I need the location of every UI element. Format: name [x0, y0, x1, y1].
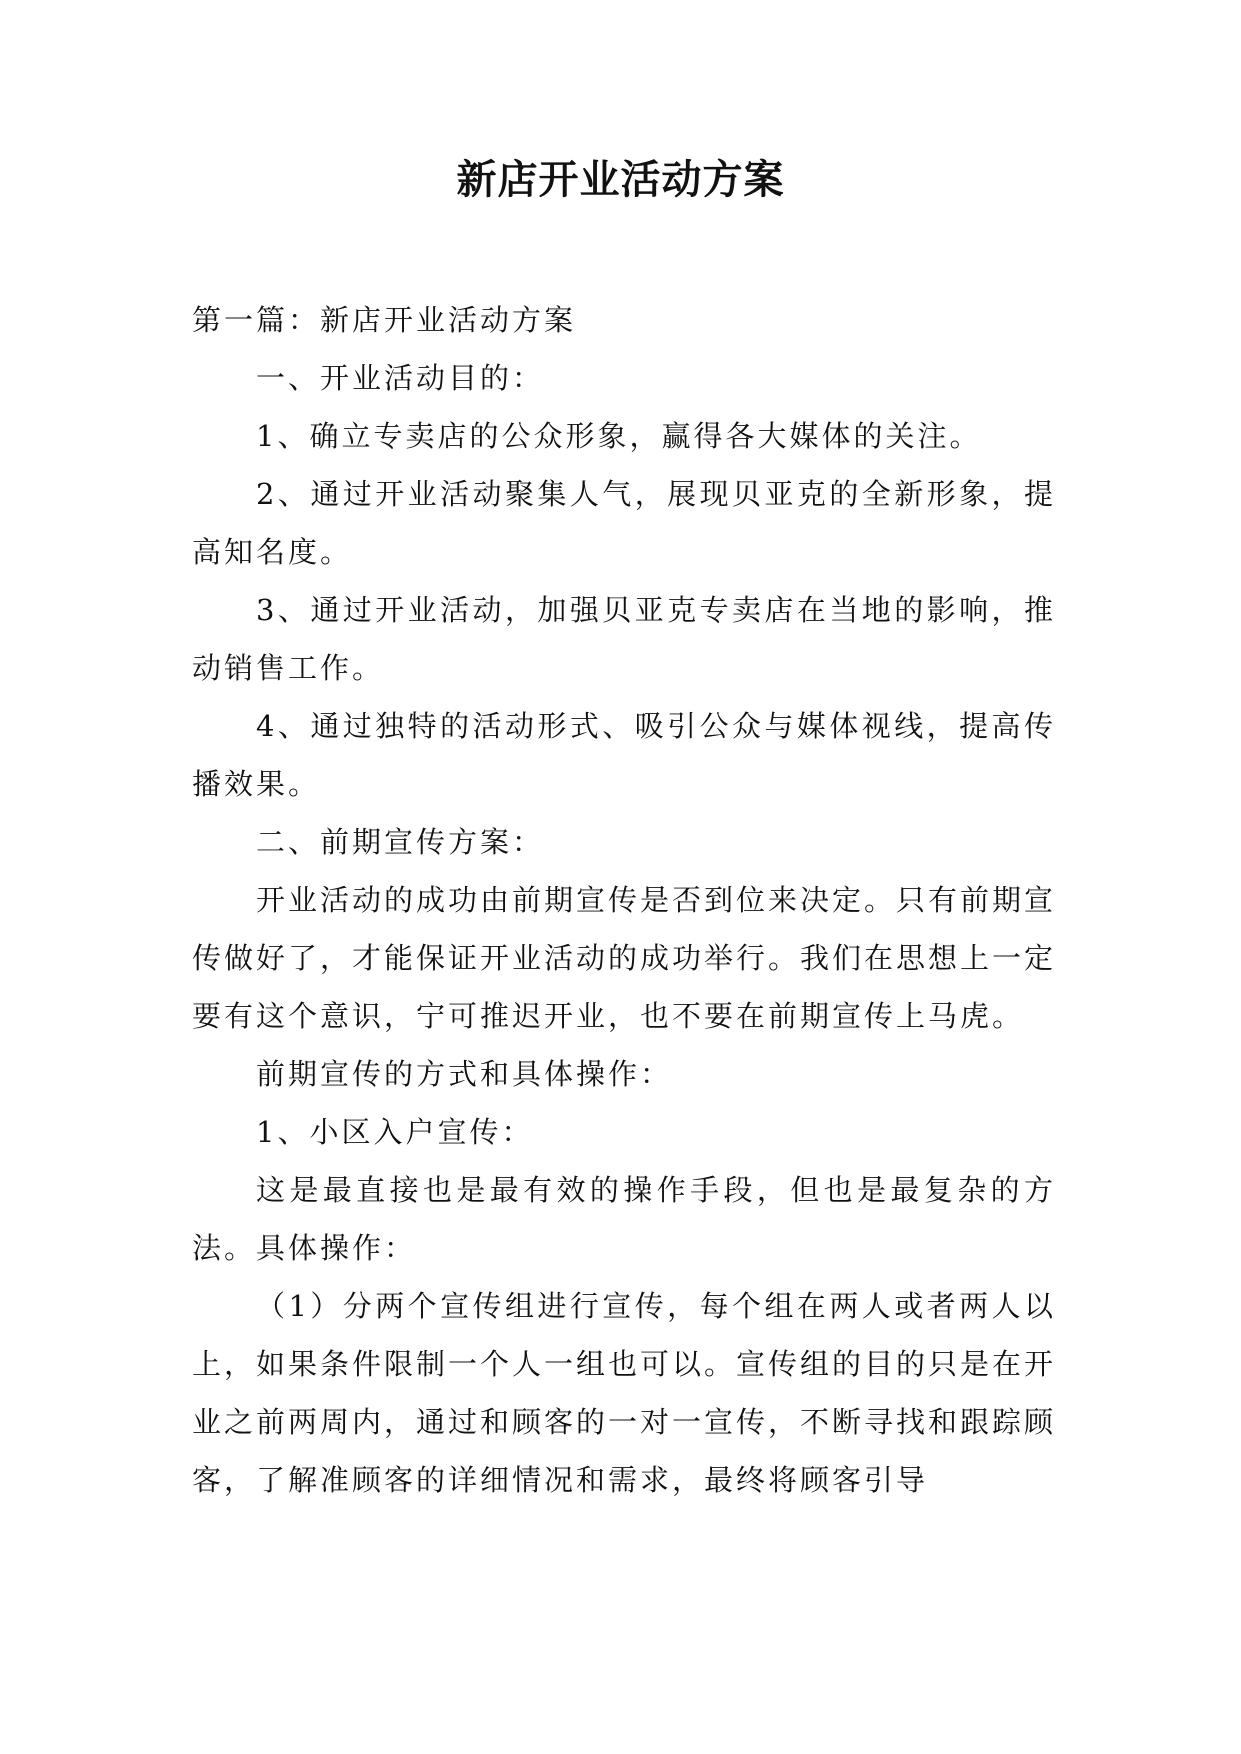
paragraph: 1、确立专卖店的公众形象，赢得各大媒体的关注。 [256, 419, 982, 453]
paragraph: 4、通过独特的活动形式、吸引公众与媒体视线，提高传播效果。 [192, 709, 1056, 801]
paragraph: 开业活动的成功由前期宣传是否到位来决定。只有前期宣传做好了，才能保证开业活动的成功举行。我们在思想上一定要有这个意识，宁可推迟开业，也不要在前期宣传上马虎。 [192, 883, 1057, 1033]
document-body [192, 291, 1056, 1509]
subsection-heading: 一、开业活动目的： [256, 361, 545, 395]
paragraph: 3、通过开业活动，加强贝亚克专卖店在当地的影响，推动销售工作。 [192, 593, 1056, 685]
paragraph: （1）分两个宣传组进行宣传，每个组在两人或者两人以上，如果条件限制一个人一组也可以。宣传组的目的只是在开业之前两周内，通过和顾客的一对一宣传，不断寻找和跟踪顾客，了解准顾客的详细情况和需求，最终将顾客引导 [192, 1289, 1057, 1497]
paragraph: 前期宣传的方式和具体操作： [256, 1057, 673, 1091]
section-heading: 第一篇：新店开业活动方案 [192, 303, 577, 337]
subsection-heading: 二、前期宣传方案： [256, 825, 545, 859]
paragraph: 这是最直接也是最有效的操作手段，但也是最复杂的方法。具体操作： [192, 1173, 1056, 1265]
document-title: 新店开业活动方案 [456, 157, 785, 203]
paragraph: 2、通过开业活动聚集人气，展现贝亚克的全新形象，提高知名度。 [192, 477, 1056, 569]
paragraph: 1、小区入户宣传： [256, 1115, 534, 1149]
